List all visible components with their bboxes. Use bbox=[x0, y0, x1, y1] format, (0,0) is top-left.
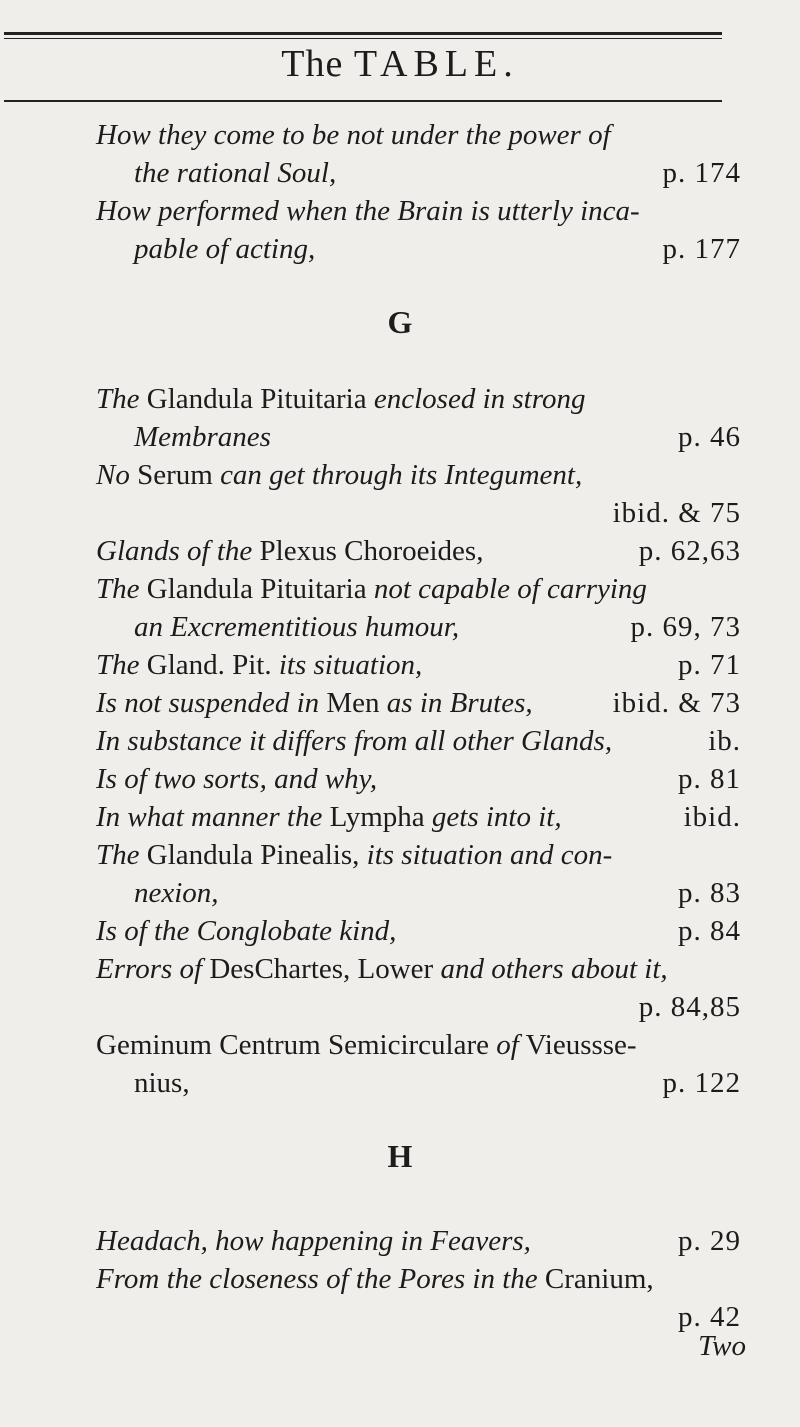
page-ref: p. 122 bbox=[662, 1067, 741, 1099]
entry-text: In substance it differs from all other Glands, bbox=[96, 725, 613, 757]
index-entry bbox=[96, 684, 741, 722]
entry-text: of bbox=[496, 1029, 519, 1061]
entry-text: Is not suspended in bbox=[96, 687, 320, 719]
page-ref: p. 84,85 bbox=[638, 991, 741, 1023]
entry-text: The bbox=[96, 839, 140, 871]
page-ref: ibid. & 73 bbox=[612, 687, 741, 719]
entry-text: pable of acting, bbox=[134, 233, 316, 265]
entry-text: enclosed in strong bbox=[373, 383, 586, 415]
index-entry bbox=[96, 1026, 741, 1102]
entry-term: Cranium, bbox=[544, 1263, 654, 1295]
index-entry bbox=[96, 760, 741, 798]
index-entry bbox=[96, 192, 741, 268]
index-entry bbox=[96, 570, 741, 646]
page-ref: p. 174 bbox=[662, 157, 741, 189]
entry-term: Geminum Centrum Semicirculare bbox=[96, 1029, 490, 1061]
page-ref: ibid. & 75 bbox=[612, 497, 741, 529]
entry-text: The bbox=[96, 573, 140, 605]
index-entry bbox=[96, 912, 741, 950]
entry-text: its situation and con- bbox=[366, 839, 613, 871]
header-rule-top-thin bbox=[4, 38, 722, 39]
entry-text: and others about it, bbox=[440, 953, 668, 985]
entry-term: Glandula Pinealis, bbox=[146, 839, 360, 871]
entry-text: can get through its Integument, bbox=[220, 459, 583, 491]
page-ref: ibid. bbox=[683, 801, 741, 833]
entry-term: Plexus Choroeides, bbox=[259, 535, 484, 567]
catchword: Two bbox=[698, 1330, 746, 1362]
page-header bbox=[0, 42, 800, 86]
index-entry bbox=[96, 646, 741, 684]
index-entry bbox=[96, 722, 741, 760]
index-entry bbox=[96, 116, 741, 192]
entry-term: Lympha bbox=[329, 801, 425, 833]
entry-text: How they come to be not under the power of bbox=[96, 119, 611, 151]
entry-text: Headach, how happening in Feavers, bbox=[96, 1225, 531, 1257]
section-letter-h: H bbox=[387, 1138, 413, 1174]
entry-text: Membranes bbox=[134, 421, 271, 453]
entry-text: No bbox=[96, 459, 130, 491]
entry-term: Vieussse- bbox=[525, 1029, 637, 1061]
entry-text: The bbox=[96, 649, 140, 681]
entry-text: its situation, bbox=[278, 649, 423, 681]
entry-term: nius, bbox=[134, 1067, 190, 1099]
entry-term: Serum bbox=[137, 459, 213, 491]
index-entry bbox=[96, 1260, 741, 1336]
entry-text: Errors of bbox=[96, 953, 203, 985]
index-entry bbox=[96, 950, 741, 1026]
entry-term: Glandula Pituitaria bbox=[146, 573, 367, 605]
index-entry bbox=[96, 798, 741, 836]
header-rule-top bbox=[4, 32, 722, 35]
page-ref: p. 84 bbox=[678, 915, 741, 947]
page-ref: p. 29 bbox=[678, 1225, 741, 1257]
page-ref: p. 46 bbox=[678, 421, 741, 453]
entry-text: Is of two sorts, and why, bbox=[96, 763, 378, 795]
entry-text: In what manner the bbox=[96, 801, 323, 833]
page-ref: p. 83 bbox=[678, 877, 741, 909]
header-title-prefix: The bbox=[281, 43, 344, 85]
entry-term: Glandula Pituitaria bbox=[146, 383, 367, 415]
index-entry bbox=[96, 836, 741, 912]
entry-text: as in Brutes, bbox=[386, 687, 533, 719]
entry-term: Men bbox=[326, 687, 380, 719]
entry-text: nexion, bbox=[134, 877, 219, 909]
page-ref: p. 69, 73 bbox=[630, 611, 741, 643]
entry-term: DesChartes, Lower bbox=[209, 953, 434, 985]
entry-term: Gland. Pit. bbox=[146, 649, 272, 681]
entry-text: The bbox=[96, 383, 140, 415]
page-ref: p. 177 bbox=[662, 233, 741, 265]
page-ref: p. 42 bbox=[678, 1301, 741, 1333]
entry-text: Glands of the bbox=[96, 535, 253, 567]
entry-text: From the closeness of the Pores in the bbox=[96, 1263, 538, 1295]
entry-text: an Excrementitious humour, bbox=[134, 611, 460, 643]
page-ref: p. 71 bbox=[678, 649, 741, 681]
entry-text: Is of the Conglobate kind, bbox=[96, 915, 397, 947]
page-ref: ib. bbox=[708, 725, 741, 757]
header-title-caps: TABLE. bbox=[353, 43, 519, 85]
entry-text: the rational Soul, bbox=[134, 157, 337, 189]
entry-text: not capable of carrying bbox=[373, 573, 647, 605]
index-entry bbox=[96, 456, 741, 532]
index-entry bbox=[96, 532, 741, 570]
index-entry bbox=[96, 1222, 741, 1260]
page-ref: p. 62,63 bbox=[638, 535, 741, 567]
index-entry bbox=[96, 380, 741, 456]
page-ref: p. 81 bbox=[678, 763, 741, 795]
entry-text: How performed when the Brain is utterly inca- bbox=[96, 195, 640, 227]
entry-text: gets into it, bbox=[431, 801, 562, 833]
section-letter-g: G bbox=[387, 304, 413, 340]
header-rule-bottom bbox=[4, 100, 722, 102]
